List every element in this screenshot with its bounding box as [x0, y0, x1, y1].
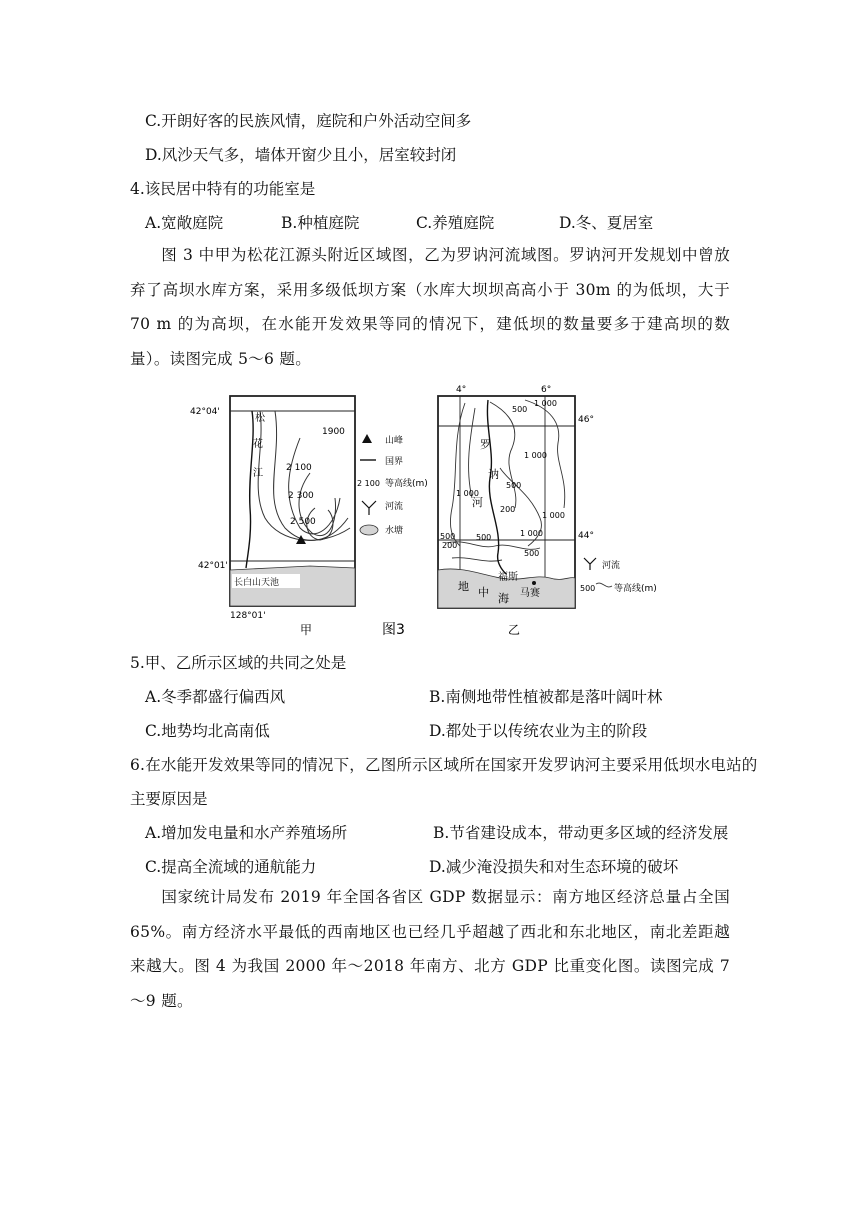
q4-option-b: B.种植庭院: [281, 214, 360, 232]
lon-label-4: 4°: [456, 385, 467, 395]
lon-bottom-label: 128°01': [230, 611, 266, 621]
q4-option-d: D.冬、夏居室: [559, 214, 654, 232]
contour-icon: 2 100: [357, 479, 380, 488]
q6-stem-line2: 主要原因是: [130, 790, 208, 808]
legend-b-river-label: 河流: [602, 561, 621, 571]
q4-option-c: C.养殖庭院: [416, 214, 495, 232]
intro-5-6-text: 图 3 中甲为松花江源头附近区域图，乙为罗讷河流域图。罗讷河开发规划中曾放弃了高坝水库方案，采用多级低坝方案（水库大坝坝高高小于 30m 的为低坝，大于 70 m 的为高坝，在水能开发效果等同的情况下，建低坝的数量要多于建高坝的数量）。读图完成 5～6 题。: [130, 246, 730, 368]
rhone-char-1: 罗: [480, 438, 491, 451]
q6-option-c: C.提高全流域的通航能力: [145, 858, 317, 876]
q5-stem: 5.甲、乙所示区域的共同之处是: [130, 654, 347, 672]
sea-char-1: 地: [458, 580, 469, 593]
q4-option-a: A.宽敞庭院: [145, 214, 224, 232]
q5-option-b: B.南侧地带性植被都是落叶阔叶林: [429, 688, 663, 706]
lake-icon: [360, 525, 378, 535]
contour-b-4: 500: [506, 481, 522, 490]
contour-2500: 2 500: [290, 517, 316, 527]
contour-b-8: 500: [476, 533, 492, 542]
peak-icon: [362, 434, 372, 443]
tianchi-label: 长白山天池: [234, 578, 280, 588]
river-char-1: 松: [255, 413, 265, 424]
lat-top-label: 42°04': [190, 407, 220, 417]
q6-option-b: B.节省建设成本，带动更多区域的经济发展: [433, 824, 729, 842]
contour-b-9: 500: [524, 549, 540, 558]
sea-char-2: 中: [478, 586, 489, 599]
legend-border-label: 国界: [385, 457, 404, 467]
rhone-char-2: 讷: [488, 468, 499, 481]
lon-label-6: 6°: [541, 385, 552, 395]
lat-label-46: 46°: [578, 415, 594, 425]
q5-option-c: C.地势均北高南低: [145, 722, 270, 740]
legend-b: [580, 558, 657, 594]
contour-b-1: 500: [512, 405, 528, 414]
legend-a: [357, 434, 428, 536]
river-char-2: 花: [253, 439, 263, 450]
q5-option-a: A.冬季都盛行偏西风: [145, 688, 286, 706]
map-b-caption: 乙: [508, 623, 521, 637]
contour-b-5: 1 000: [456, 489, 479, 498]
legend-river-label: 河流: [385, 502, 404, 512]
q3-option-c: C.开朗好客的民族风情，庭院和户外活动空间多: [145, 112, 472, 130]
contour-b-3: 1 000: [524, 451, 547, 460]
contour-b-10: 1 000: [542, 511, 565, 520]
q6-stem-line1: 6.在水能开发效果等同的情况下，乙图所示区域所在国家开发罗讷河主要采用低坝水电站的: [130, 756, 758, 774]
map-a: [190, 396, 355, 637]
rhone-char-3: 河: [472, 496, 483, 509]
city-marseille: 马赛: [520, 588, 540, 599]
contour-b-7: 200: [500, 505, 516, 514]
contour-b-6: 1 000: [520, 529, 543, 538]
contour-b-12: 200: [442, 541, 458, 550]
contour-b-11: 500: [440, 532, 456, 541]
map-a-caption: 甲: [300, 623, 313, 637]
contour-icon-b: 500: [580, 584, 596, 593]
lat-label-44: 44°: [578, 531, 594, 541]
intro-7-9-text: 国家统计局发布 2019 年全国各省区 GDP 数据显示：南方地区经济总量占全国 65%。南方经济水平最低的西南地区也已经几乎超越了西北和东北地区，南北差距越来越大。图 4 为我国 2000 年～2018 年南方、北方 GDP 比重变化图。读图完成 7～9 题。: [130, 888, 730, 1010]
contour-2300: 2 300: [288, 491, 314, 501]
figure-3-title: 图3: [382, 622, 405, 638]
river-icon-b: [584, 558, 596, 570]
legend-lake-label: 水塘: [385, 526, 404, 536]
legend-b-contour-label: 等高线(m): [614, 584, 657, 594]
city-marseille-dot: [532, 581, 536, 585]
lat-bottom-label: 42°01': [198, 561, 228, 571]
legend-peak-label: 山峰: [385, 436, 404, 446]
q6-option-a: A.增加发电量和水产养殖场所: [145, 824, 348, 842]
contour-2100: 2 100: [286, 463, 312, 473]
river-icon: [362, 501, 376, 515]
q4-stem: 4.该民居中特有的功能室是: [130, 180, 316, 198]
contour-1900: 1900: [322, 427, 345, 437]
q5-option-d: D.都处于以传统农业为主的阶段: [429, 722, 648, 740]
city-fos: 福斯: [498, 572, 518, 583]
q3-option-d: D.风沙天气多，墙体开窗少且小，居室较封闭: [145, 146, 457, 164]
figure-3: [190, 378, 680, 640]
map-b: [438, 385, 594, 637]
legend-contour-label: 等高线(m): [385, 479, 428, 489]
intro-7-9-paragraph: [130, 880, 730, 1018]
intro-5-6-paragraph: [130, 238, 730, 376]
river-char-3: 江: [253, 468, 263, 479]
contour-b-2: 1 000: [534, 399, 557, 408]
sea-char-3: 海: [498, 592, 509, 605]
q6-option-d: D.减少淹没损失和对生态环境的破坏: [429, 858, 679, 876]
